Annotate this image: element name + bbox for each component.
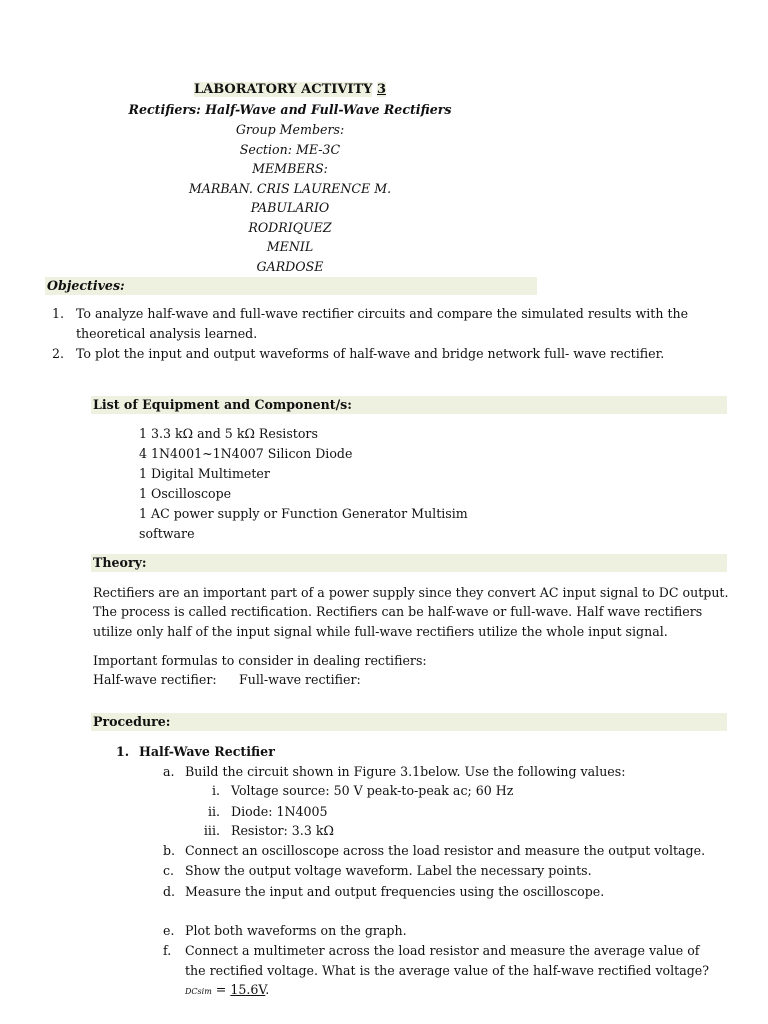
step-number: 1. xyxy=(116,744,130,759)
objective-number: 2. xyxy=(52,346,65,361)
sub-roman: i. xyxy=(211,783,220,798)
step-letter: f. xyxy=(163,943,172,958)
step-text-cont: the rectified voltage. What is the average value of the half-wave rectified voltage? xyxy=(185,963,710,978)
procedure-heading: Procedure: xyxy=(91,713,727,731)
sub-roman: iii. xyxy=(203,823,220,838)
objective-text-cont: theoretical analysis learned. xyxy=(76,326,258,341)
equipment-item: 1 AC power supply or Function Generator Multisim xyxy=(139,506,468,521)
subtitle: Rectifiers: Half-Wave and Full-Wave Rectifiers xyxy=(128,102,452,117)
step-text: Show the output voltage waveform. Label the necessary points. xyxy=(185,863,592,878)
member-name: RODRIQUEZ xyxy=(248,220,332,235)
theory-text: Rectifiers are an important part of a power supply since they convert AC input signal to DC output. xyxy=(93,585,729,600)
answer-equals: = xyxy=(211,982,231,997)
step-text: Build the circuit shown in Figure 3.1below. Use the following values: xyxy=(185,764,626,779)
half-wave-formula-label: Half-wave rectifier: xyxy=(93,672,217,687)
group-members-label: Group Members: xyxy=(235,122,345,137)
step-title: Half-Wave Rectifier xyxy=(139,744,275,759)
step-letter: a. xyxy=(163,764,175,779)
equipment-item: 1 3.3 kΩ and 5 kΩ Resistors xyxy=(139,426,318,441)
page-title xyxy=(0,82,580,97)
member-name: MARBAN. CRIS LAURENCE M. xyxy=(188,181,392,196)
members-label: MEMBERS: xyxy=(252,161,328,176)
objective-text: To analyze half-wave and full-wave rectifier circuits and compare the simulated results with the xyxy=(76,306,689,321)
objective-number: 1. xyxy=(52,306,65,321)
step-text: Plot both waveforms on the graph. xyxy=(185,923,407,938)
equipment-item: 1 Oscilloscope xyxy=(139,486,232,501)
member-name: GARDOSE xyxy=(256,259,324,274)
answer-line xyxy=(185,982,269,997)
formulas-intro: Important formulas to consider in dealing rectifiers: xyxy=(93,653,427,668)
sub-text: Voltage source: 50 V peak-to-peak ac; 60 Hz xyxy=(231,783,514,798)
equipment-item: 4 1N4001~1N4007 Silicon Diode xyxy=(139,446,353,461)
answer-label: DCsim xyxy=(185,987,212,996)
step-letter: e. xyxy=(163,923,175,938)
section-label: Section: ME-3C xyxy=(239,142,341,157)
member-name: MENIL xyxy=(266,239,314,254)
title-number: 3 xyxy=(376,82,387,97)
step-letter: c. xyxy=(163,863,175,878)
equipment-item: 1 Digital Multimeter xyxy=(139,466,270,481)
equipment-heading: List of Equipment and Component/s: xyxy=(91,396,727,414)
full-wave-formula-label: Full-wave rectifier: xyxy=(239,672,361,687)
member-name: PABULARIO xyxy=(250,200,330,215)
step-letter: d. xyxy=(163,884,176,899)
objectives-heading: Objectives: xyxy=(45,277,537,295)
step-text: Measure the input and output frequencies using the oscilloscope. xyxy=(185,884,605,899)
theory-text: The process is called rectification. Rectifiers can be half-wave or full-wave. Half wave rectifiers xyxy=(93,604,703,619)
sub-text: Resistor: 3.3 kΩ xyxy=(231,823,334,838)
step-text: Connect an oscilloscope across the load resistor and measure the output voltage. xyxy=(185,843,706,858)
theory-heading: Theory: xyxy=(91,554,727,572)
objective-text: To plot the input and output waveforms of half-wave and bridge network full- wave rectifier. xyxy=(76,346,665,361)
step-text: Connect a multimeter across the load resistor and measure the average value of xyxy=(185,943,700,958)
step-letter: b. xyxy=(163,843,176,858)
title-main: LABORATORY ACTIVITY xyxy=(193,82,373,97)
theory-text: utilize only half of the input signal while full-wave rectifiers utilize the whole input signal. xyxy=(93,624,668,639)
answer-value: 15.6V xyxy=(230,982,266,997)
answer-end: . xyxy=(265,982,270,997)
sub-text: Diode: 1N4005 xyxy=(231,804,328,819)
sub-roman: ii. xyxy=(207,804,220,819)
equipment-item: software xyxy=(139,526,195,541)
